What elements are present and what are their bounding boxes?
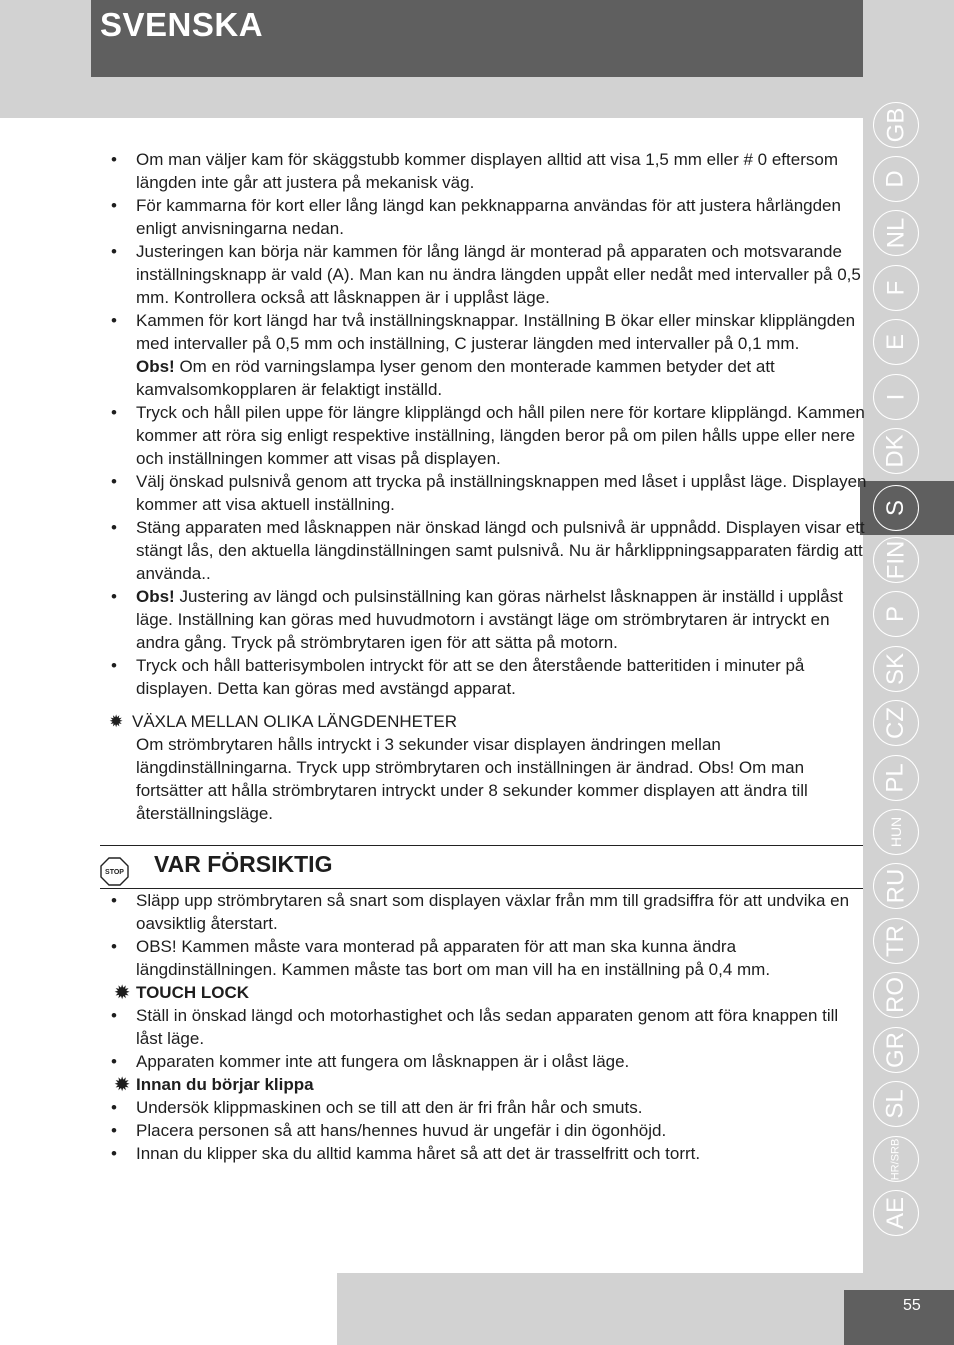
list-item: • Tryck och håll pilen uppe för längre klipplängd och håll pilen nere för kortare klipplängd. Kammen kommer att röra sig enligt respektive inställning, längden beror på om pilen hålls uppe eller nere och inställningen kommer att visas på displayen. [109, 401, 869, 470]
obs-label: Obs! [136, 587, 175, 606]
tab-cz[interactable]: CZ [863, 696, 954, 750]
obs-label: Obs! [136, 357, 175, 376]
tab-nl[interactable]: NL [863, 206, 954, 260]
tab-fin[interactable]: FIN [863, 533, 954, 587]
list-item: • Apparaten kommer inte att fungera om låsknappen är i olåst läge. [109, 1050, 869, 1073]
list-item: • Välj önskad pulsnivå genom att trycka på inställningsknappen med låset i upplåst läge. Displayen kommer att visa aktuell inställning. [109, 470, 869, 516]
touch-lock-heading: ✹ TOUCH LOCK [115, 983, 250, 1002]
section-heading-units: ✹ VÄXLA MELLAN OLIKA LÄNGDENHETER [109, 712, 458, 731]
before-cut-list [109, 1096, 869, 1165]
tab-s-active[interactable]: S [860, 481, 954, 535]
tab-ro[interactable]: RO [863, 968, 954, 1022]
footer-panel [0, 1273, 337, 1345]
tab-ae[interactable]: AE [863, 1186, 954, 1240]
list-item-text: Kammen för kort längd har två inställningsknappar. Inställning B ökar eller minskar klipplängden med intervaller på 0,5 mm och inställning, C justerar längden med intervaller på 0,1 mm. [136, 311, 856, 353]
list-item: • Om man väljer kam för skäggstubb kommer displayen alltid att visa 1,5 mm eller # 0 eftersom längden inte går att justera på mekanisk väg. [109, 148, 869, 194]
list-item [109, 309, 869, 401]
tab-dk[interactable]: DK [863, 424, 954, 478]
tab-gr[interactable]: GR [863, 1023, 954, 1077]
list-item: • Placera personen så att hans/hennes huvud är ungefär i din ögonhöjd. [109, 1119, 869, 1142]
tab-d[interactable]: D [863, 152, 954, 206]
tab-pl[interactable]: PL [863, 751, 954, 805]
page-title: SVENSKA [100, 6, 264, 43]
tab-p[interactable]: P [863, 587, 954, 641]
tab-i[interactable]: I [863, 370, 954, 424]
tab-e[interactable]: E [863, 315, 954, 369]
obs-text: Om en röd varningslampa lyser genom den monterade kammen betyder det att kamvalsomkopplaren är felaktigt inställd. [136, 357, 775, 399]
tab-hr-srb[interactable]: HR/SRB [863, 1132, 954, 1186]
list-item: • Undersök klippmaskinen och se till att den är fri från hår och smuts. [109, 1096, 869, 1119]
warning-heading [100, 845, 863, 889]
tab-sk[interactable]: SK [863, 642, 954, 696]
list-item [109, 585, 869, 654]
list-item: • Släpp upp strömbrytaren så snart som displayen växlar från mm till gradsiffra för att undvika en oavsiktlig återstart. [109, 889, 869, 935]
stop-icon [100, 857, 129, 886]
list-item: • Justeringen kan börja när kammen för lång längd är monterad på apparaten och motsvarande inställningsknapp är vald (A). Man kan nu ändra längden uppåt eller nedåt med intervaller på 0,5 mm. Kontrollera också att låsknappen är i upplåst läge. [109, 240, 869, 309]
sun-icon: ✹ [115, 1075, 130, 1094]
list-item: • Tryck och håll batterisymbolen intryckt för att se den återstående batteritiden i minuter på displayen. Detta kan göras med avstängd apparat. [109, 654, 869, 700]
header-bar [91, 0, 863, 77]
list-item: • För kammarna för kort eller lång längd kan pekknapparna användas för att justera hårlängden enligt anvisningarna nedan. [109, 194, 869, 240]
tab-ru[interactable]: RU [863, 859, 954, 913]
tab-hun[interactable]: HUN [863, 805, 954, 859]
tab-tr[interactable]: TR [863, 914, 954, 968]
tab-gb[interactable]: GB [863, 98, 954, 152]
list-item: • Ställ in önskad längd och motorhastighet och lås sedan apparaten genom att föra knappen till låst läge. [109, 1004, 869, 1050]
warning-title: VAR FÖRSIKTIG [154, 851, 333, 877]
main-text [105, 148, 869, 1165]
touch-lock-list [109, 1004, 869, 1073]
tab-sl[interactable]: SL [863, 1077, 954, 1131]
warning-list [109, 889, 869, 981]
section-body-units: Om strömbrytaren hålls intryckt i 3 sekunder visar displayen ändringen mellan längdinställningarna. Tryck upp strömbrytaren och inställningen är ändrad. Obs! Om man fortsätter att hålla strömbrytaren intryckt under 8 sekunder kommer displayen att ändra till återställningsläge. [136, 735, 808, 823]
list-item: • Innan du klipper ska du alltid kamma håret så att det är trasselfritt och torrt. [109, 1142, 869, 1165]
page-number: 55 [844, 1290, 954, 1345]
svg-text:STOP: STOP [105, 869, 124, 876]
sun-icon: ✹ [115, 983, 130, 1002]
list-item: • OBS! Kammen måste vara monterad på apparaten för att man ska kunna ändra längdinställningen. Kammen måste tas bort om man vill ha en inställning på 0,4 mm. [109, 935, 869, 981]
list-item: • Stäng apparaten med låsknappen när önskad längd och pulsnivå är uppnådd. Displayen visar ett stängt lås, den aktuella längdinställningen samt pulsnivå. Nu är hårklippningsapparaten färdig att använda.. [109, 516, 869, 585]
obs-text: Justering av längd och pulsinställning kan göras närhelst låsknappen är inställd i upplåst läge. Inställning kan göras med huvudmotorn i avstängt läge om strömbrytaren är intryckt en andra gång. Tryck på strömbrytaren igen för att sätta på motorn. [136, 587, 843, 652]
instruction-list [109, 148, 869, 700]
tab-f[interactable]: F [863, 261, 954, 315]
before-cut-heading: ✹ Innan du börjar klippa [115, 1075, 314, 1094]
sun-icon: ✹ [109, 712, 124, 731]
